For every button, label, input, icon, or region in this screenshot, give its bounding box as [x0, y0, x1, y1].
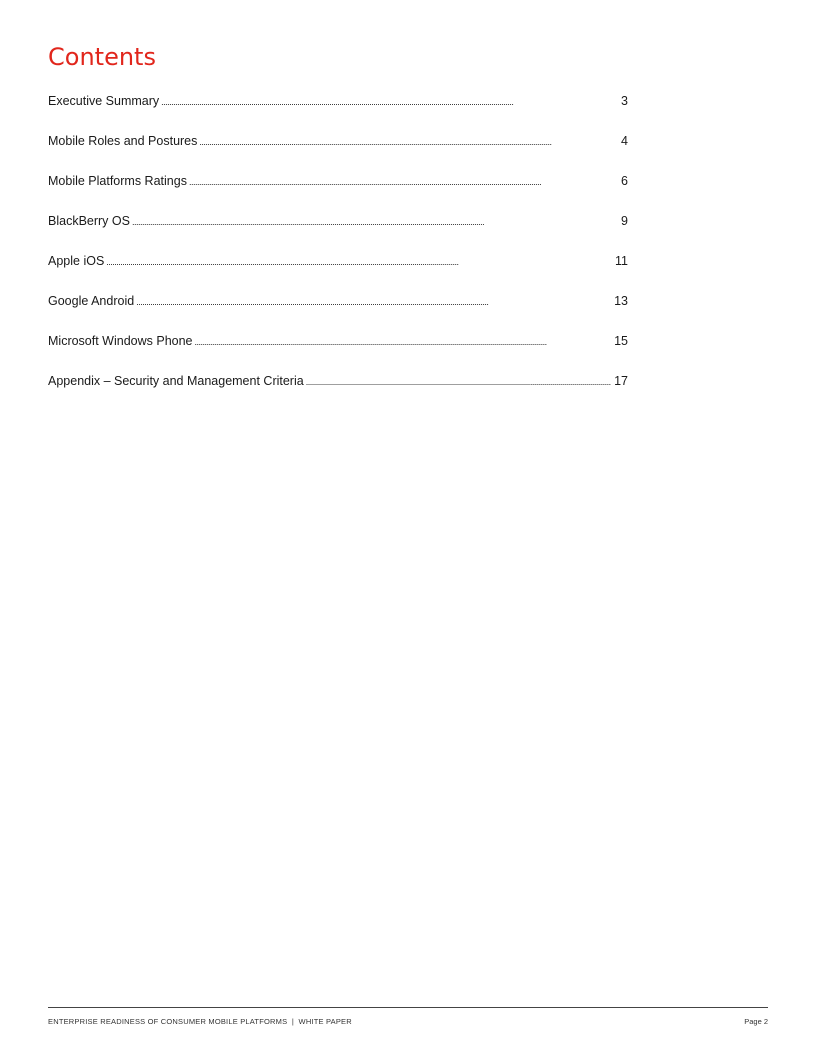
footer-page-number: Page 2 [744, 1017, 768, 1026]
dot-leader [132, 211, 618, 233]
toc-entry-windows-phone[interactable] [48, 330, 628, 370]
toc-entry-page-number: 6 [621, 174, 628, 188]
toc-entry-page-number: 9 [621, 214, 628, 228]
toc-entry-page-number: 13 [614, 294, 628, 308]
dot-leader [199, 131, 618, 153]
toc-entry-title: Mobile Platforms Ratings [48, 174, 187, 188]
page-title: Contents [48, 43, 156, 71]
toc-entry-title: Google Android [48, 294, 135, 308]
toc-entry-title: Mobile Roles and Postures [48, 134, 198, 148]
toc-entry-title: Microsoft Windows Phone [48, 334, 193, 348]
dot-leader [189, 171, 618, 193]
toc-entry-executive-summary[interactable] [48, 90, 628, 130]
dot-leader [195, 331, 612, 353]
toc-entry-title: Executive Summary [48, 94, 160, 108]
toc-entry-mobile-roles[interactable] [48, 130, 628, 170]
toc-entry-title: Appendix – Security and Management Criteria [48, 374, 304, 388]
toc-entry-apple-ios[interactable] [48, 250, 628, 290]
footer-document-title: ENTERPRISE READINESS OF CONSUMER MOBILE PLATFORMS | WHITE PAPER [48, 1017, 352, 1026]
toc-entry-page-number: 4 [621, 134, 628, 148]
toc-entry-page-number: 17 [614, 374, 628, 388]
toc-entry-page-number: 3 [621, 94, 628, 108]
toc-entry-blackberry-os[interactable] [48, 210, 628, 250]
toc-entry-title: BlackBerry OS [48, 214, 130, 228]
toc-entry-platform-ratings[interactable] [48, 170, 628, 210]
toc-entry-page-number: 15 [614, 334, 628, 348]
toc-entry-appendix[interactable] [48, 370, 628, 410]
dot-leader [106, 251, 612, 273]
toc-entry-page-number: 11 [615, 254, 628, 268]
table-of-contents [48, 90, 628, 410]
dot-leader [161, 91, 618, 113]
toc-entry-title: Apple iOS [48, 254, 105, 268]
dot-leader [136, 291, 611, 313]
footer-divider [48, 1007, 768, 1008]
dot-leader [306, 371, 611, 393]
toc-entry-google-android[interactable] [48, 290, 628, 330]
